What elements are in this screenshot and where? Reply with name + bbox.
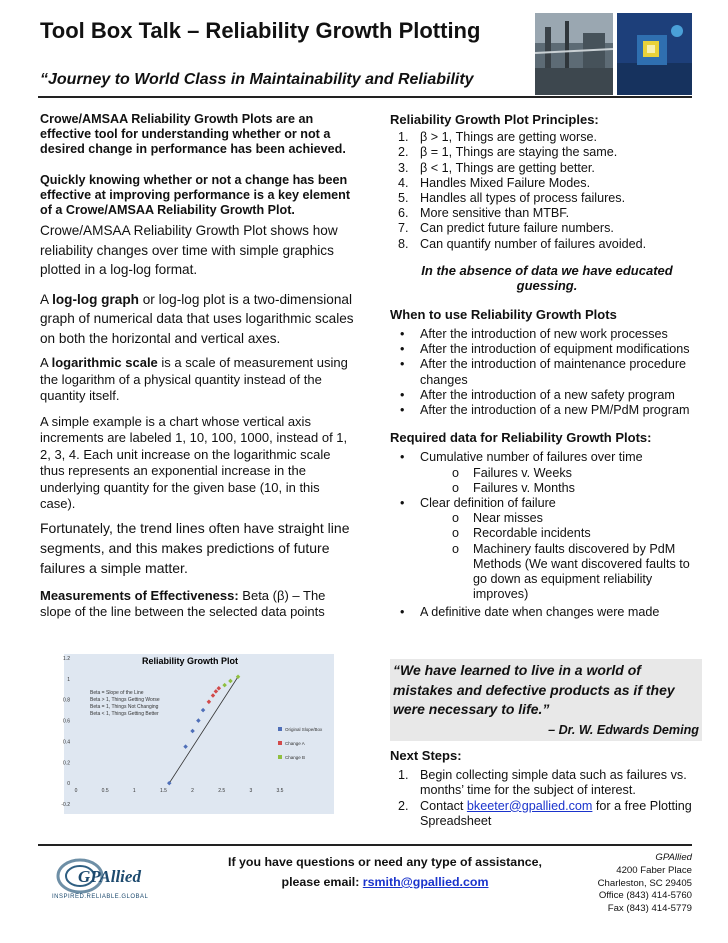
x-tick-label: 2.5 xyxy=(218,788,226,795)
required-subitem: o Failures v. Weeks xyxy=(452,465,572,480)
principle-item: 8. Can quantify number of failures avoided. xyxy=(398,236,647,251)
plant-photo xyxy=(535,13,613,95)
required-list-2 xyxy=(390,496,698,511)
required-subitem: o Failures v. Months xyxy=(452,480,575,495)
reliability-growth-chart xyxy=(40,646,340,821)
right-column xyxy=(390,112,698,621)
when-item: • After the introduction of a new PM/PdM program xyxy=(400,403,690,418)
y-tick-label: 0.8 xyxy=(63,697,70,704)
required-subitem: o Near misses xyxy=(452,511,543,526)
principles-heading: Reliability Growth Plot Principles: xyxy=(390,112,599,127)
required-item: • Clear definition of failure xyxy=(400,496,556,511)
footer-line-1: If you have questions or need any type of assistance, xyxy=(228,855,542,869)
left-column xyxy=(40,112,358,620)
quote-text: “We have learned to live in a world of mistakes and defective products as if they were necessary to life.” xyxy=(393,662,675,717)
intro-paragraph: Crowe/AMSAA Reliability Growth Plots are an effective tool for understanding whether or not a desired change in performance has been achieved. xyxy=(40,112,346,157)
intro-paragraph-2: Quickly knowing whether or not a change has been effective at improving performance is a key element of a Crowe/AMSAA Reliability Growth Plot. xyxy=(40,172,351,218)
legend-entry: Original Slope/Box xyxy=(285,727,323,732)
principle-item: 2. β = 1, Things are staying the same. xyxy=(398,145,618,160)
required-subitem: o Recordable incidents xyxy=(452,526,591,541)
chart-note: Beta = 1, Things Not Changing xyxy=(90,704,159,710)
x-tick-label: 2 xyxy=(191,788,194,795)
y-tick-label: 1.2 xyxy=(63,656,70,662)
legend-entry: Change A xyxy=(285,741,305,746)
when-item: • After the introduction of a new safety program xyxy=(400,387,675,402)
next-step-item: 2. Contact bkeeter@gpallied.com for a free Plotting Spreadsheet xyxy=(398,798,692,828)
x-tick-label: 0.5 xyxy=(101,788,109,795)
chart-note: Beta < 1, Things Getting Better xyxy=(90,711,159,717)
street: 4200 Faber Place xyxy=(616,864,692,876)
principle-item: 1. β > 1, Things are getting worse. xyxy=(398,130,598,145)
principles-list xyxy=(390,130,698,252)
contact-email-link[interactable]: bkeeter@gpallied.com xyxy=(466,798,593,813)
y-tick-label: 1 xyxy=(67,676,70,683)
x-tick-label: 3 xyxy=(249,788,253,795)
gpallied-logo xyxy=(42,856,168,902)
when-item: • After the introduction of new work processes xyxy=(400,327,668,342)
legend-swatch xyxy=(278,755,282,759)
principle-item: 3. β < 1, Things are getting better. xyxy=(398,160,595,175)
legend-swatch xyxy=(278,741,282,745)
required-list-3 xyxy=(390,605,698,620)
x-tick-label: 1 xyxy=(132,788,136,795)
footer-email-link[interactable]: rsmith@gpallied.com xyxy=(362,875,489,889)
required-sublist-2 xyxy=(390,511,698,602)
trend-paragraph: Fortunately, the trend lines often have straight line segments, and this makes predictions of future failures a simple matter. xyxy=(40,519,350,576)
required-heading: Required data for Reliability Growth Plots: xyxy=(390,430,652,446)
required-item: • Cumulative number of failures over time xyxy=(400,450,643,465)
svg-text:INSPIRED.RELIABLE.GLOBAL: INSPIRED.RELIABLE.GLOBAL xyxy=(52,894,149,900)
quote-author: – Dr. W. Edwards Deming xyxy=(548,722,699,737)
when-item: • After the introduction of equipment modifications xyxy=(400,342,690,357)
y-tick-label: 0.2 xyxy=(63,760,70,767)
callout: In the absence of data we have educated guessing. xyxy=(421,262,673,294)
required-list xyxy=(390,450,698,465)
growth-plot-description: Crowe/AMSAA Reliability Growth Plot shows how reliability changes over time with simple graphics plotted in a log-log format. xyxy=(40,223,338,278)
y-tick-label: 0.4 xyxy=(63,739,70,746)
city: Charleston, SC 29405 xyxy=(597,877,692,889)
page-subtitle: “Journey to World Class in Maintainability and Reliability xyxy=(40,71,474,88)
footer-rule xyxy=(38,844,692,846)
required-item: • A definitive date when changes were made xyxy=(400,605,660,620)
footer-contact xyxy=(210,852,560,892)
header-rule xyxy=(38,96,692,98)
principle-item: 5. Handles all types of process failures. xyxy=(398,191,626,206)
y-tick-label: -0.2 xyxy=(61,802,70,808)
deming-quote xyxy=(390,659,702,741)
required-subitem: o Machinery faults discovered by PdM Methods (We want discovered faults to go down as equipment reliability improves) xyxy=(452,541,690,602)
chart-note: Beta = Slope of the Line xyxy=(90,690,144,696)
x-tick-label: 0 xyxy=(74,788,78,795)
principle-item: 7. Can predict future failure numbers. xyxy=(398,221,614,236)
thermal-image xyxy=(617,13,692,95)
chart-title: Reliability Growth Plot xyxy=(141,656,239,666)
next-steps-heading: Next Steps: xyxy=(390,748,462,763)
office-phone: Office (843) 414-5760 xyxy=(598,890,692,902)
example-paragraph: A simple example is a chart whose vertical axis increments are labeled 1, 10, 100, 1000, instead of 1, 2, 3, 4. Each unit increase on the logarithmic scale thus represents an exponential increase in the underlying quantity for the given base (10, in this case). xyxy=(40,413,348,512)
legend-entry: Change B xyxy=(285,755,306,760)
next-step-item: 1. Begin collecting simple data such as failures vs. months’ time for the subject of interest. xyxy=(398,768,687,798)
next-steps-list xyxy=(390,768,698,829)
when-heading: When to use Reliability Growth Plots xyxy=(390,306,617,322)
page-title: Tool Box Talk – Reliability Growth Plotting xyxy=(40,18,481,43)
company-address xyxy=(560,852,692,916)
next-steps xyxy=(390,748,698,829)
x-tick-label: 1.5 xyxy=(159,788,167,795)
logscale-definition: A logarithmic scale is a scale of measurement using the logarithm of a physical quantity instead of the quantity itself. xyxy=(40,355,348,404)
when-list xyxy=(390,327,698,418)
fax: Fax (843) 414-5779 xyxy=(607,903,692,915)
chart-note: Beta > 1, Things Getting Worse xyxy=(90,697,160,703)
svg-text:GPAllied: GPAllied xyxy=(78,867,141,886)
y-tick-label: 0 xyxy=(67,781,70,788)
company-name: GPAllied xyxy=(655,852,692,863)
when-item: • After the introduction of maintenance procedure changes xyxy=(400,357,687,387)
footer-line-2: please email: rsmith@gpallied.com xyxy=(281,875,489,889)
principle-item: 4. Handles Mixed Failure Modes. xyxy=(398,175,591,190)
legend-swatch xyxy=(278,727,282,731)
x-tick-label: 3.5 xyxy=(276,788,284,795)
loglog-definition: A log-log graph or log-log plot is a two-dimensional graph of numerical data that uses logarithmic scales on both the horizontal and vertical axes. xyxy=(40,291,354,346)
y-tick-label: 0.6 xyxy=(63,718,70,725)
effectiveness-paragraph: Measurements of Effectiveness: Beta (β) – The slope of the line between the selected data points xyxy=(40,587,326,619)
required-sublist xyxy=(390,466,698,496)
principle-item: 6. More sensitive than MTBF. xyxy=(398,206,570,221)
